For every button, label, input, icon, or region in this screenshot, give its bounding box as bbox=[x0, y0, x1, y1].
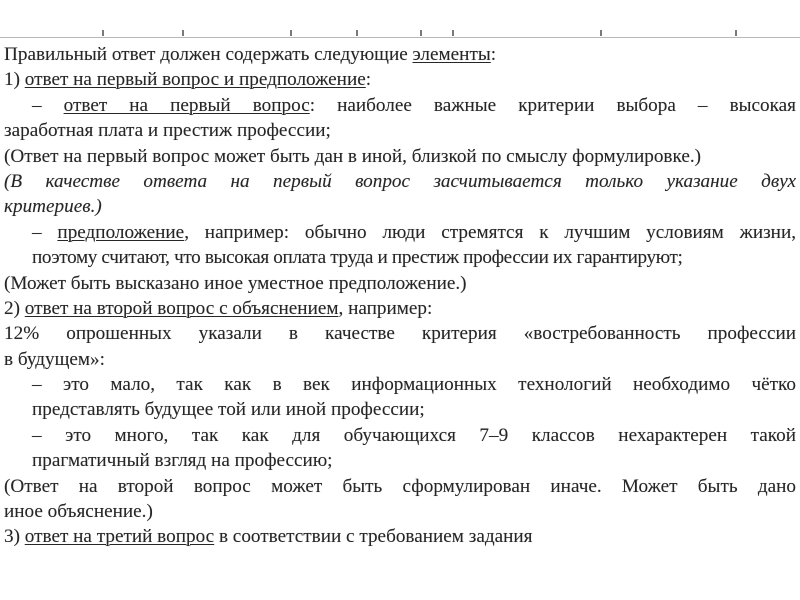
note3-text-cont: иное объяснение.) bbox=[4, 501, 153, 523]
intro-line bbox=[4, 42, 796, 67]
item1-underlined: ответ на первый вопрос и предположение bbox=[24, 69, 366, 91]
expl1-text: – это мало, так как в век информационных технологий необходимо чётко bbox=[32, 374, 796, 396]
text-fragment bbox=[452, 30, 454, 36]
expl2-text-cont: прагматичный взгляд на профессию; bbox=[32, 450, 333, 472]
text-fragment bbox=[420, 30, 422, 36]
item3-end: в соответствии с требованием задания bbox=[214, 526, 533, 548]
intro-underlined: элементы bbox=[412, 44, 491, 65]
top-divider bbox=[0, 37, 800, 38]
expl1-line1 bbox=[4, 372, 796, 397]
note3-text: (Ответ на второй вопрос может быть сформулирован иначе. Может быть дано bbox=[4, 475, 796, 497]
stat-text: 12% опрошенных указали в качестве критерия «востребованность профессии bbox=[4, 323, 796, 345]
item2-end: , например: bbox=[338, 297, 433, 319]
note1-italic-text-cont: критериев.) bbox=[4, 196, 102, 218]
note1-text: (Ответ на первый вопрос может быть дан в иной, близкой по смыслу формулировке.) bbox=[4, 145, 702, 167]
assumption-line1 bbox=[4, 220, 796, 245]
note2-line bbox=[4, 271, 796, 296]
note1-line bbox=[4, 144, 796, 169]
expl1-text-cont: представлять будущее той или иной профессии; bbox=[32, 399, 425, 421]
expl1-line2 bbox=[4, 397, 796, 422]
expl2-line2 bbox=[4, 448, 796, 473]
intro-text: Правильный ответ должен содержать следующие bbox=[4, 44, 413, 65]
item2-heading bbox=[4, 296, 796, 321]
answer1-underlined: ответ на первый вопрос bbox=[63, 94, 310, 116]
text-fragment bbox=[356, 30, 358, 36]
item3-underlined: ответ на третий вопрос bbox=[24, 526, 215, 548]
answer-key-text bbox=[4, 42, 796, 550]
assumption-dash: – bbox=[32, 221, 58, 243]
expl2-text: – это много, так как для обучающихся 7–9 классов нехарактерен такой bbox=[32, 424, 796, 446]
note3-line1 bbox=[4, 474, 796, 499]
assumption-line2 bbox=[4, 245, 796, 270]
item2-number: 2) bbox=[4, 297, 25, 319]
assumption-text-cont: поэтому считают, что высокая оплата труда и престиж профессии их гарантируют; bbox=[32, 247, 683, 269]
item1-number: 1) bbox=[4, 69, 25, 91]
note3-line2 bbox=[4, 499, 796, 524]
item1-heading bbox=[4, 67, 796, 92]
note1-italic-text: (В качестве ответа на первый вопрос засчитывается только указание двух bbox=[4, 170, 796, 192]
note1-italic-line1 bbox=[4, 169, 796, 194]
intro-end: : bbox=[490, 44, 497, 65]
stat-line2 bbox=[4, 347, 796, 372]
text-fragment bbox=[290, 30, 292, 36]
stat-text-cont: в будущем»: bbox=[4, 348, 105, 370]
note1-italic-line2 bbox=[4, 194, 796, 219]
answer1-text: : наиболее важные критерии выбора – высокая bbox=[309, 94, 797, 116]
text-fragment bbox=[182, 30, 184, 36]
item3-number: 3) bbox=[4, 526, 25, 548]
answer1-line2 bbox=[4, 118, 796, 143]
note2-text: (Может быть высказано иное уместное предположение.) bbox=[4, 272, 467, 294]
text-fragment bbox=[102, 30, 104, 36]
answer1-dash: – bbox=[32, 94, 64, 116]
stat-line1 bbox=[4, 321, 796, 346]
assumption-underlined: предположение bbox=[57, 221, 185, 243]
item1-end: : bbox=[365, 69, 372, 91]
assumption-text: , например: обычно люди стремятся к лучшим условиям жизни, bbox=[184, 221, 797, 243]
text-fragment bbox=[735, 30, 737, 36]
answer1-line1 bbox=[4, 93, 796, 118]
item3-heading bbox=[4, 524, 796, 549]
item2-underlined: ответ на второй вопрос с объяснением bbox=[24, 297, 339, 319]
answer1-text-cont: заработная плата и престиж профессии; bbox=[4, 120, 331, 142]
expl2-line1 bbox=[4, 423, 796, 448]
text-fragment bbox=[600, 30, 602, 36]
